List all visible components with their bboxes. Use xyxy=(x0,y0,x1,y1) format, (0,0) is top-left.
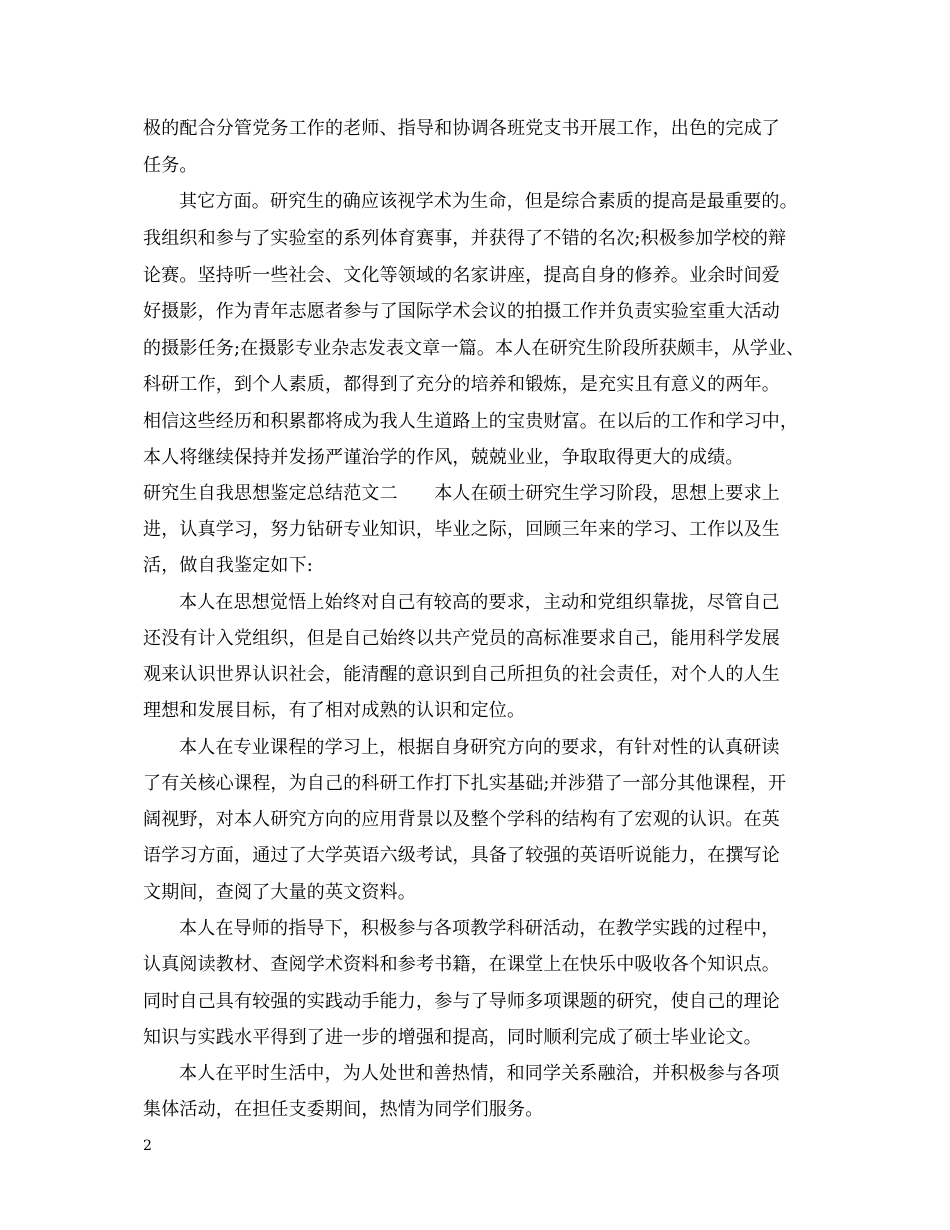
text-line: 好摄影，作为青年志愿者参与了国际学术会议的拍摄工作并负责实验室重大活动 xyxy=(143,301,780,322)
text-line: 的摄影任务;在摄影专业杂志发表文章一篇。本人在研究生阶段所获颇丰，从学业、 xyxy=(143,338,805,359)
text-line: 阔视野，对本人研究方向的应用背景以及整个学科的结构有了宏观的认识。在英 xyxy=(143,809,780,830)
text-line: 文期间，查阅了大量的英文资料。 xyxy=(143,882,416,903)
text-line: 认真阅读教材、查阅学术资料和参考书籍，在课堂上在快乐中吸收各个知识点。 xyxy=(143,954,780,975)
text-line: 研究生自我思想鉴定总结范文二 本人在硕士研究生学习阶段，思想上要求上 xyxy=(143,483,780,504)
text-line: 本人在导师的指导下，积极参与各项教学科研活动，在教学实践的过程中， xyxy=(179,918,780,939)
text-line: 我组织和参与了实验室的系列体育赛事，并获得了不错的名次;积极参加学校的辩 xyxy=(143,228,787,249)
text-line: 任务。 xyxy=(143,155,198,176)
text-line: 观来认识世界认识社会，能清醒的意识到自己所担负的社会责任，对个人的人生 xyxy=(143,664,780,685)
text-line: 集体活动，在担任支委期间，热情为同学们服务。 xyxy=(143,1099,544,1120)
text-line: 本人在专业课程的学习上，根据自身研究方向的要求，有针对性的认真研读 xyxy=(179,737,780,758)
text-line: 语学习方面，通过了大学英语六级考试，具备了较强的英语听说能力，在撰写论 xyxy=(143,845,780,866)
text-line: 了有关核心课程，为自己的科研工作打下扎实基础;并涉猎了一部分其他课程，开 xyxy=(143,773,787,794)
text-line: 科研工作，到个人素质，都得到了充分的培养和锻炼，是充实且有意义的两年。 xyxy=(143,374,780,395)
text-line: 进，认真学习，努力钻研专业知识，毕业之际，回顾三年来的学习、工作以及生 xyxy=(143,519,780,540)
text-line: 知识与实践水平得到了进一步的增强和提高，同时顺利完成了硕士毕业论文。 xyxy=(143,1027,762,1048)
text-line: 本人将继续保持并发扬严谨治学的作风，兢兢业业，争取取得更大的成绩。 xyxy=(143,447,744,468)
text-line: 本人在思想觉悟上始终对自己有较高的要求，主动和党组织靠拢，尽管自己 xyxy=(179,592,780,613)
text-line: 极的配合分管党务工作的老师、指导和协调各班党支书开展工作，出色的完成了 xyxy=(143,118,780,139)
text-line: 同时自己具有较强的实践动手能力，参与了导师多项课题的研究，使自己的理论 xyxy=(143,991,780,1012)
text-line: 相信这些经历和积累都将成为我人生道路上的宝贵财富。在以后的工作和学习中， xyxy=(143,411,799,432)
page-number: 2 xyxy=(143,1138,152,1154)
text-line: 活，做自我鉴定如下: xyxy=(143,555,314,576)
text-line: 论赛。坚持听一些社会、文化等领域的名家讲座，提高自身的修养。业余时间爱 xyxy=(143,265,780,286)
text-line: 还没有计入党组织，但是自己始终以共产党员的高标准要求自己，能用科学发展 xyxy=(143,628,780,649)
text-line: 理想和发展目标，有了相对成熟的认识和定位。 xyxy=(143,700,526,721)
text-line: 其它方面。研究生的确应该视学术为生命，但是综合素质的提高是最重要的。 xyxy=(179,191,798,212)
text-line: 本人在平时生活中，为人处世和善热情，和同学关系融洽，并积极参与各项 xyxy=(179,1063,780,1084)
